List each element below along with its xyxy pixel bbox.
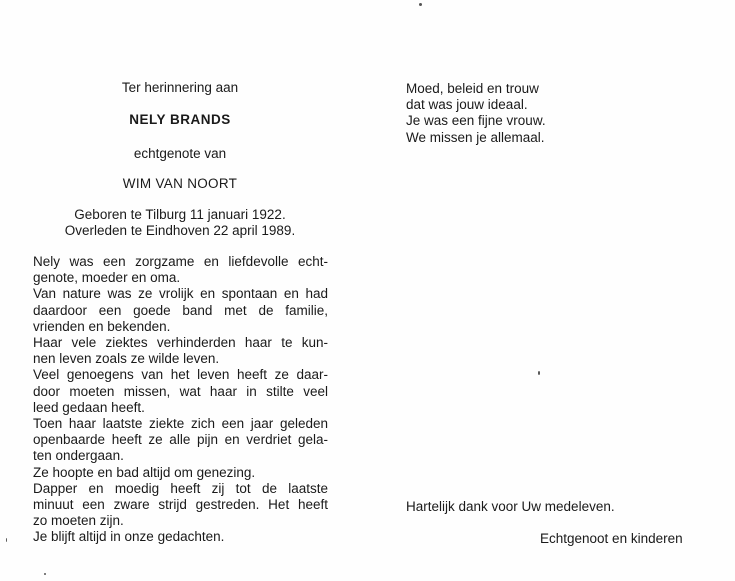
biography-line: genote, moeder en oma. (33, 270, 181, 286)
biography-line: leed gedaan heeft. (33, 399, 145, 415)
biography-line: daardoor een goede band met de familie, (33, 302, 328, 318)
biography-line: Veel genoegens van het leven heeft ze daar- (33, 367, 328, 383)
biography-line: Dapper en moedig heeft zij tot de laatste (33, 480, 328, 496)
biography-line: door moeten missen, wat haar in stilte veel (33, 383, 328, 399)
biography-line: Je blijft altijd in onze gedachten. (33, 529, 225, 545)
biography-line: Nely was een zorgzame en liefdevolle echt- (33, 254, 328, 269)
biography-line: ten ondergaan. (33, 448, 124, 464)
biography (33, 254, 328, 546)
biography-line: Van nature was ze vrolijk en spontaan en had (33, 286, 328, 302)
poem-line: Moed, beleid en trouw (406, 81, 539, 96)
scan-speck (44, 573, 46, 575)
spouse-label: echtgenote van (133, 146, 227, 161)
deceased-name: NELY BRANDS (129, 112, 231, 127)
scan-speck (6, 538, 7, 542)
biography-line: Haar vele ziektes verhinderden haar te kun- (33, 335, 328, 351)
spouse-name: WIM VAN NOORT (122, 176, 238, 191)
poem-line: Je was een fijne vrouw. (406, 113, 546, 129)
poem-line: dat was jouw ideaal. (406, 97, 528, 113)
scan-speck (538, 371, 540, 375)
biography-line: minuut een zware strijd gestreden. Het heeft (33, 497, 328, 513)
biography-line: Ze hoopte en bad altijd om genezing. (33, 464, 256, 480)
biography-line: Toen haar laatste ziekte zich een jaar geleden (33, 416, 328, 432)
poem (406, 81, 546, 146)
birth-line: Geboren te Tilburg 11 januari 1922. (74, 207, 286, 222)
biography-line: openbaarde heeft ze alle pijn en verdriet gela- (33, 432, 328, 448)
biography-line: vrienden en bekenden. (33, 318, 171, 334)
biography-line: nen leven zoals ze wilde leven. (33, 351, 220, 367)
intro-text: Ter herinnering aan (121, 80, 239, 95)
poem-line: We missen je allemaal. (406, 129, 545, 145)
scan-speck (419, 3, 422, 6)
biography-line: zo moeten zijn. (33, 513, 124, 529)
death-line: Overleden te Eindhoven 22 april 1989. (64, 223, 296, 238)
signoff-text: Echtgenoot en kinderen (540, 531, 683, 546)
life-dates (30, 207, 330, 239)
thanks-text: Hartelijk dank voor Uw medeleven. (406, 499, 615, 514)
